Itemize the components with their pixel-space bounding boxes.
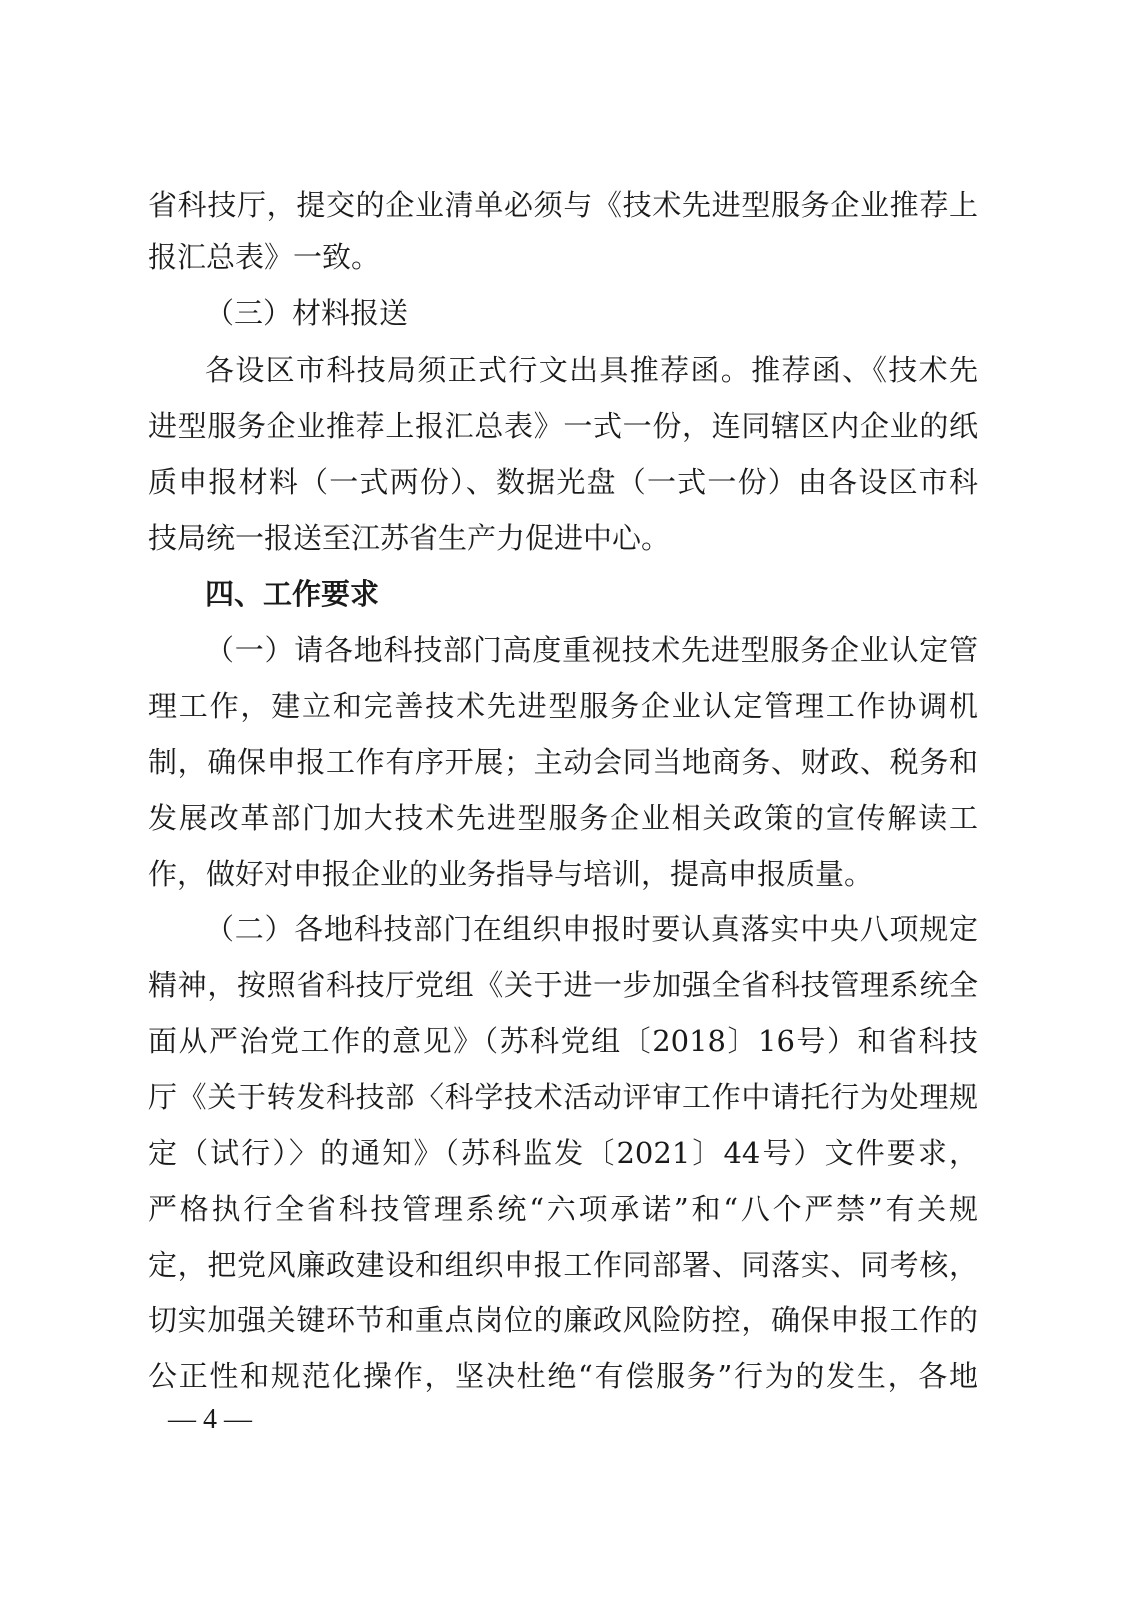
paragraph-line: 各设区市科技局须正式行文出具推荐函。推荐函、《技术先 <box>205 353 978 387</box>
paragraph-line: 面从严治党工作的意见》（苏科党组〔2018〕16号）和省科技 <box>148 1024 978 1058</box>
paragraph-line: 质申报材料（一式两份）、数据光盘（一式一份）由各设区市科 <box>148 465 978 499</box>
paragraph-line: 技局统一报送至江苏省生产力促进中心。 <box>148 521 671 555</box>
paragraph-line: 厅《关于转发科技部〈科学技术活动评审工作中请托行为处理规 <box>148 1080 978 1114</box>
paragraph-line: 理工作，建立和完善技术先进型服务企业认定管理工作协调机 <box>148 689 978 723</box>
paragraph-line: （二）各地科技部门在组织申报时要认真落实中央八项规定 <box>205 912 978 946</box>
paragraph-line: 严格执行全省科技管理系统“六项承诺”和“八个严禁”有关规 <box>148 1192 978 1226</box>
paragraph-line: （一）请各地科技部门高度重视技术先进型服务企业认定管 <box>205 633 978 667</box>
paragraph-line: 制，确保申报工作有序开展；主动会同当地商务、财政、税务和 <box>148 745 978 779</box>
paragraph-line: 发展改革部门加大技术先进型服务企业相关政策的宣传解读工 <box>148 801 978 835</box>
paragraph-line: 省科技厅，提交的企业清单必须与《技术先进型服务企业推荐上 <box>148 188 978 222</box>
page-number: — 4 — <box>168 1404 252 1435</box>
paragraph-line: 作，做好对申报企业的业务指导与培训，提高申报质量。 <box>148 857 874 891</box>
paragraph-line: 定（试行）〉的通知》（苏科监发〔2021〕44号）文件要求， <box>148 1136 978 1170</box>
paragraph-line: 公正性和规范化操作，坚决杜绝“有偿服务”行为的发生，各地 <box>148 1359 978 1393</box>
paragraph-line: 定，把党风廉政建设和组织申报工作同部署、同落实、同考核， <box>148 1248 978 1282</box>
paragraph-line: 进型服务企业推荐上报汇总表》一式一份，连同辖区内企业的纸 <box>148 409 978 443</box>
section-heading-work-requirements: 四、工作要求 <box>205 577 380 611</box>
paragraph-line: 切实加强关键环节和重点岗位的廉政风险防控，确保申报工作的 <box>148 1303 978 1337</box>
paragraph-line: 报汇总表》一致。 <box>148 240 381 274</box>
paragraph-line: 精神，按照省科技厅党组《关于进一步加强全省科技管理系统全 <box>148 968 978 1002</box>
subheading-materials-submission: （三）材料报送 <box>205 296 409 330</box>
